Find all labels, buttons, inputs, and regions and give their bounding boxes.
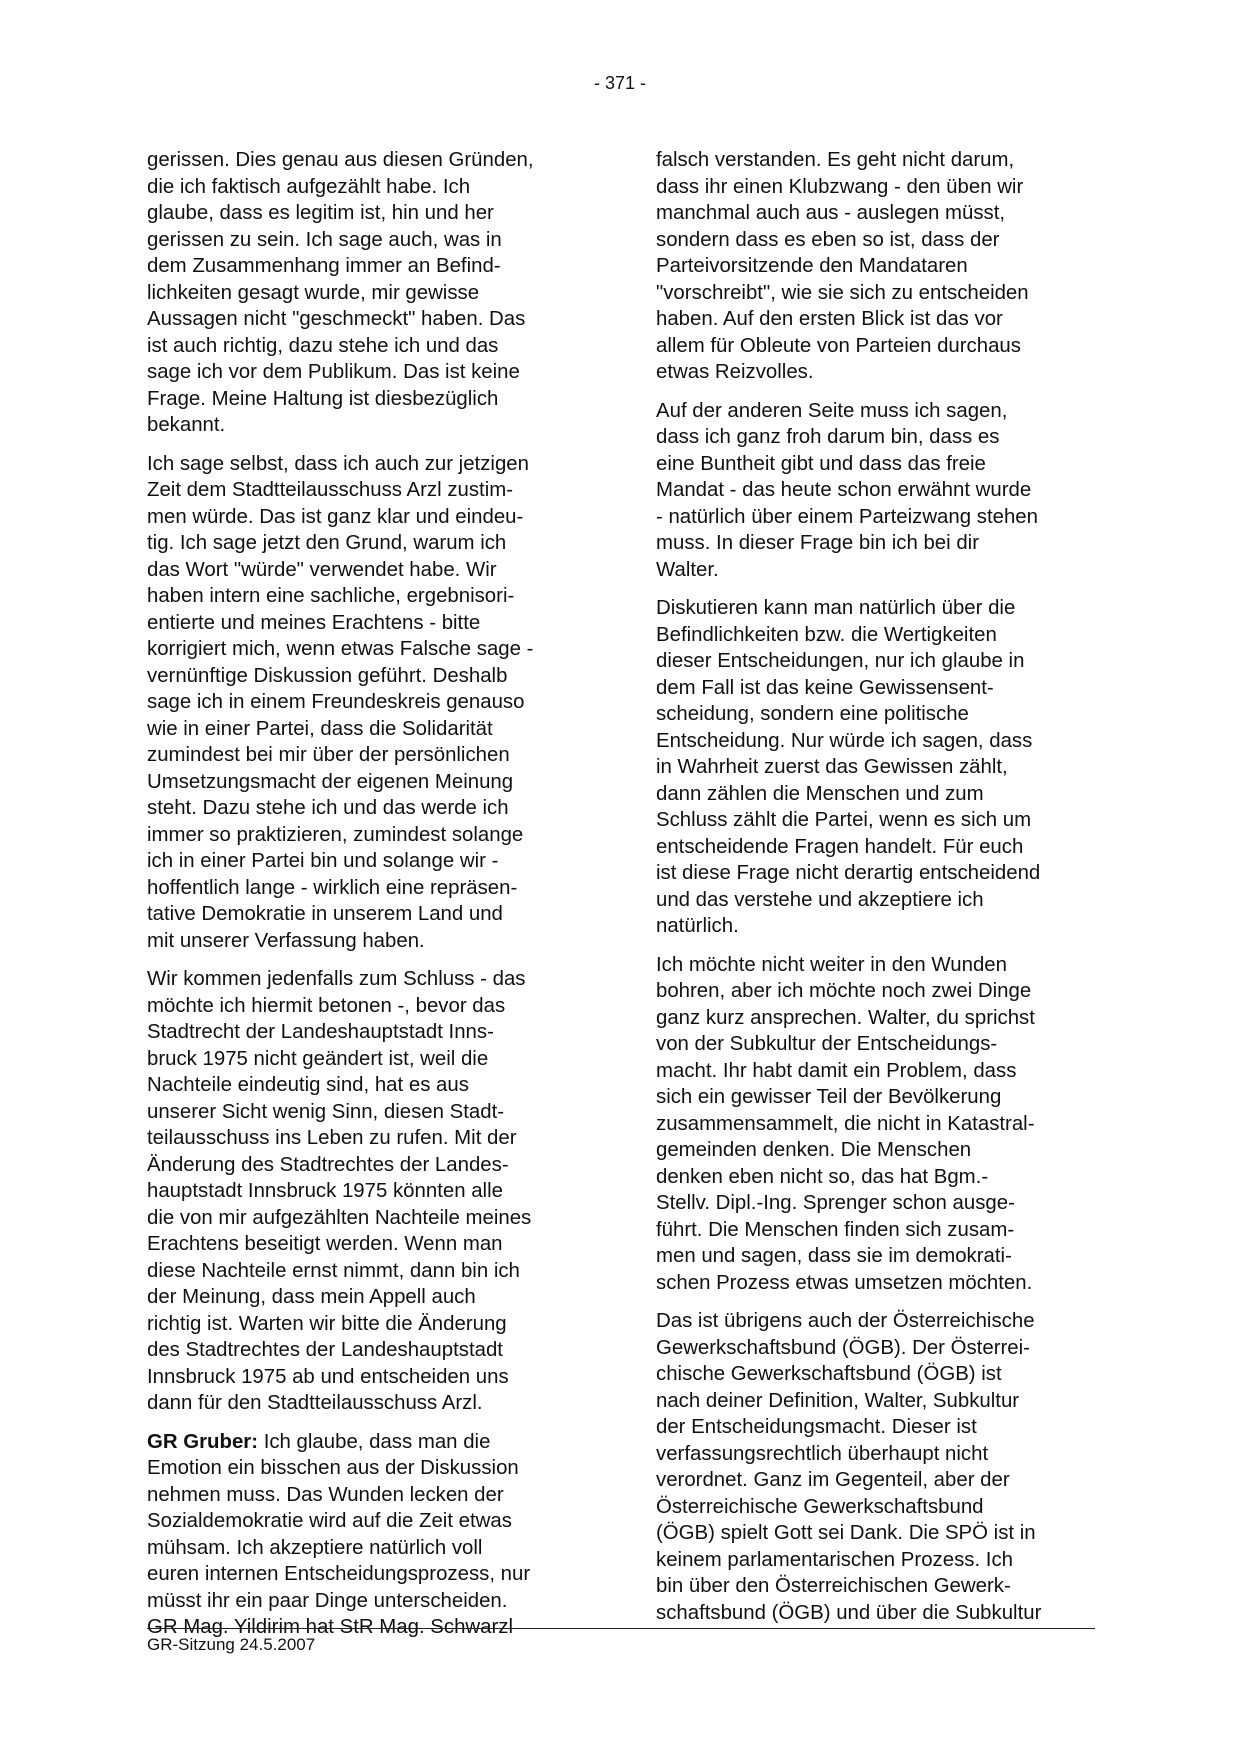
paragraph: Auf der anderen Seite muss ich sagen, dass ich ganz froh darum bin, dass es eine Buntheit gibt und dass das freie Mandat - das heute schon erwähnt wurde - natürlich über einem Parteizwang stehen muss. In dieser Frage bin ich bei dir Walter. bbox=[656, 399, 1038, 581]
paragraph: gerissen. Dies genau aus diesen Gründen, die ich faktisch aufgezählt habe. Ich glaube, dass es legitim ist, hin und her gerissen zu sein. Ich sage auch, was in dem Zusammenhang immer an Befind- lichkeiten gesagt wurde, mir gewisse Aussagen nicht "geschmeckt" haben. Das ist auch richtig, dazu stehe ich und das sage ich vor dem Publikum. Das ist keine Frage. Meine Haltung ist diesbezüglich bekannt. bbox=[147, 149, 534, 436]
paragraph: falsch verstanden. Es geht nicht darum, dass ihr einen Klubzwang - den üben wir manchmal auch aus - auslegen müsst, sondern dass es eben so ist, dass der Parteivorsitzende den Mandataren "vorschreibt", wie sie sich zu entscheiden haben. Auf den ersten Blick ist das vor allem für Obleute von Parteien durchaus etwas Reizvolles. bbox=[656, 149, 1029, 383]
speaker-name: GR Gruber: bbox=[147, 1430, 259, 1453]
footer-session-date: GR-Sitzung 24.5.2007 bbox=[147, 1635, 316, 1654]
footer-divider bbox=[147, 1628, 1095, 1629]
paragraph: Ich sage selbst, dass ich auch zur jetzigen Zeit dem Stadtteilausschuss Arzl zustim- men würde. Das ist ganz klar und eindeu- tig. Ich sage jetzt den Grund, warum ich das Wort "würde" verwendet habe. Wir haben intern eine sachliche, ergebnisori- entierte und meines Erachtens - bitte korrigiert mich, wenn etwas Falsche sage - vernünftige Diskussion geführt. Deshalb sage ich in einem Freundeskreis genauso wie in einer Partei, dass die Solidarität zumindest bei mir über der persönlichen Umsetzungsmacht der eigenen Meinung steht. Dazu stehe ich und das werde ich immer so praktizieren, zumindest solange ich in einer Partei bin und solange wir - hoffentlich lange - wirklich eine repräsen- tative Demokratie in unserem Land und mit unserer Verfassung haben. bbox=[147, 452, 534, 952]
paragraph: Das ist übrigens auch der Österreichische Gewerkschaftsbund (ÖGB). Der Österrei- chische Gewerkschaftsbund (ÖGB) ist nach deiner Definition, Walter, Subkultur der Entscheidungsmacht. Dieser ist verfassungsrechtlich überhaupt nicht verordnet. Ganz im Gegenteil, aber der Österreichische Gewerkschaftsbund (ÖGB) spielt Gott sei Dank. Die SPÖ ist in keinem parlamentarischen Prozess. Ich bin über den Österreichischen Gewerk- schaftsbund (ÖGB) und über die Subkultur bbox=[656, 1310, 1042, 1624]
paragraph: Wir kommen jedenfalls zum Schluss - das möchte ich hiermit betonen -, bevor das Stadtrecht der Landeshauptstadt Inns- bruck 1975 nicht geändert ist, weil die Nachteile eindeutig sind, hat es aus unserer Sicht wenig Sinn, diesen Stadt- teilausschuss ins Leben zu rufen. Mit der Änderung des Stadtrechtes der Landes- hauptstadt Innsbruck 1975 könnten alle die von mir aufgezählten Nachteile meines Erachtens beseitigt werden. Wenn man diese Nachteile ernst nimmt, dann bin ich der Meinung, dass mein Appell auch richtig ist. Warten wir bitte die Änderung des Stadtrechtes der Landeshauptstadt Innsbruck 1975 ab und entscheiden uns dann für den Stadtteilausschuss Arzl. bbox=[147, 968, 532, 1414]
paragraph: Ich möchte nicht weiter in den Wunden bohren, aber ich möchte noch zwei Dinge ganz kurz ansprechen. Walter, du sprichst von der Subkultur der Entscheidungs- macht. Ihr habt damit ein Problem, dass sich ein gewisser Teil der Bevölkerung zusammensammelt, die nicht in Katastral- gemeinden denken. Die Menschen denken eben nicht so, das hat Bgm.- Stellv. Dipl.-Ing. Sprenger schon ausge- führt. Die Menschen finden sich zusam- men und sagen, dass sie im demokrati- schen Prozess etwas umsetzen möchten. bbox=[656, 953, 1035, 1294]
speech-paragraph: GR Gruber: Ich glaube, dass man die Emotion ein bisschen aus der Diskussion nehmen muss. Das Wunden lecken der Sozialdemokratie wird auf die Zeit etwas mühsam. Ich akzeptiere natürlich voll euren internen Entscheidungsprozess, nur müsst ihr ein paar Dinge unterscheiden. GR Mag. Yildirim hat StR Mag. Schwarzl bbox=[147, 1430, 531, 1638]
page-number: - 371 - bbox=[593, 73, 647, 93]
left-column bbox=[147, 147, 592, 1653]
right-column bbox=[656, 147, 1101, 1638]
paragraph: Diskutieren kann man natürlich über die Befindlichkeiten bzw. die Wertigkeiten dieser Entscheidungen, nur ich glaube in dem Fall ist das keine Gewissensent- scheidung, sondern eine politische Entscheidung. Nur würde ich sagen, dass in Wahrheit zuerst das Gewissen zählt, dann zählen die Menschen und zum Schluss zählt die Partei, wenn es sich um entscheidende Fragen handelt. Für euch ist diese Frage nicht derartig entscheidend und das verstehe und akzeptiere ich natürlich. bbox=[656, 597, 1041, 937]
